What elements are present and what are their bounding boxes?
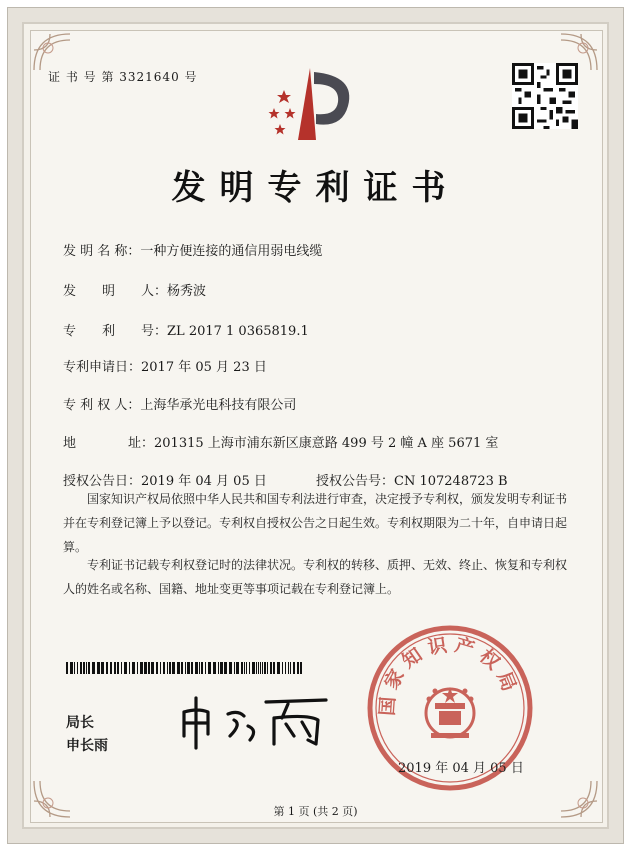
address-label: 地 址： <box>63 436 155 451</box>
body-paragraph-2: 专利证书记载专利权登记时的法律状况。专利权的转移、质押、无效、终止、恢复和专利权人的姓名或名称、国籍、地址变更等事项记载在专利登记簿上。 <box>63 558 568 596</box>
invention-name-label: 发 明 名 称： <box>63 244 141 259</box>
director-name: 申长雨 <box>66 738 108 754</box>
grant-date-label: 授权公告日： <box>63 474 142 489</box>
grant-number-label: 授权公告号： <box>316 474 395 489</box>
handwritten-signature <box>178 690 328 750</box>
seal-date: 2019 年 04 月 05 日 <box>398 761 524 776</box>
corner-ornament-top-left <box>30 30 100 100</box>
patent-number-label: 专 利 号： <box>63 324 168 339</box>
inventor-row <box>63 280 206 299</box>
cnipa-logo <box>258 62 362 148</box>
barcode <box>66 662 306 674</box>
director-title: 局长 <box>66 715 94 731</box>
inventor-label: 发 明 人： <box>63 284 168 299</box>
filing-date-row <box>63 356 267 375</box>
address-value: 201315 上海市浦东新区康意路 499 号 2 幢 A 座 5671 室 <box>154 436 499 451</box>
body-paragraph-1: 国家知识产权局依照中华人民共和国专利法进行审查，决定授予专利权，颁发发明专利证书并在专利登记簿上予以登记。专利权自授权公告之日起生效。专利权期限为二十年，自申请日起算。 <box>63 492 568 554</box>
grant-date-value: 2019 年 04 月 05 日 <box>141 474 267 489</box>
patentee-label: 专 利 权 人： <box>63 398 141 413</box>
certificate-number: 证 书 号 第 3321640 号 <box>48 70 198 84</box>
qr-code <box>512 63 578 129</box>
patentee-value: 上海华承光电科技有限公司 <box>140 398 297 413</box>
svg-text:国家知识产权局: 国家知识产权局 <box>376 633 523 717</box>
inventor-value: 杨秀波 <box>167 284 207 299</box>
filing-date-value: 2017 年 05 月 23 日 <box>141 360 267 375</box>
address-row <box>63 432 498 451</box>
patentee-row <box>63 394 296 413</box>
invention-name-row <box>63 240 322 259</box>
document-title: 发明专利证书 <box>171 168 460 208</box>
page-number: 第 1 页 (共 2 页) <box>273 805 358 818</box>
patent-number-row <box>63 320 309 339</box>
patent-number-value: ZL 2017 1 0365819.1 <box>167 324 309 339</box>
invention-name-value: 一种方便连接的通信用弱电线缆 <box>140 244 323 259</box>
grant-number-value: CN 107248723 B <box>394 474 508 489</box>
filing-date-label: 专利申请日： <box>63 360 142 375</box>
